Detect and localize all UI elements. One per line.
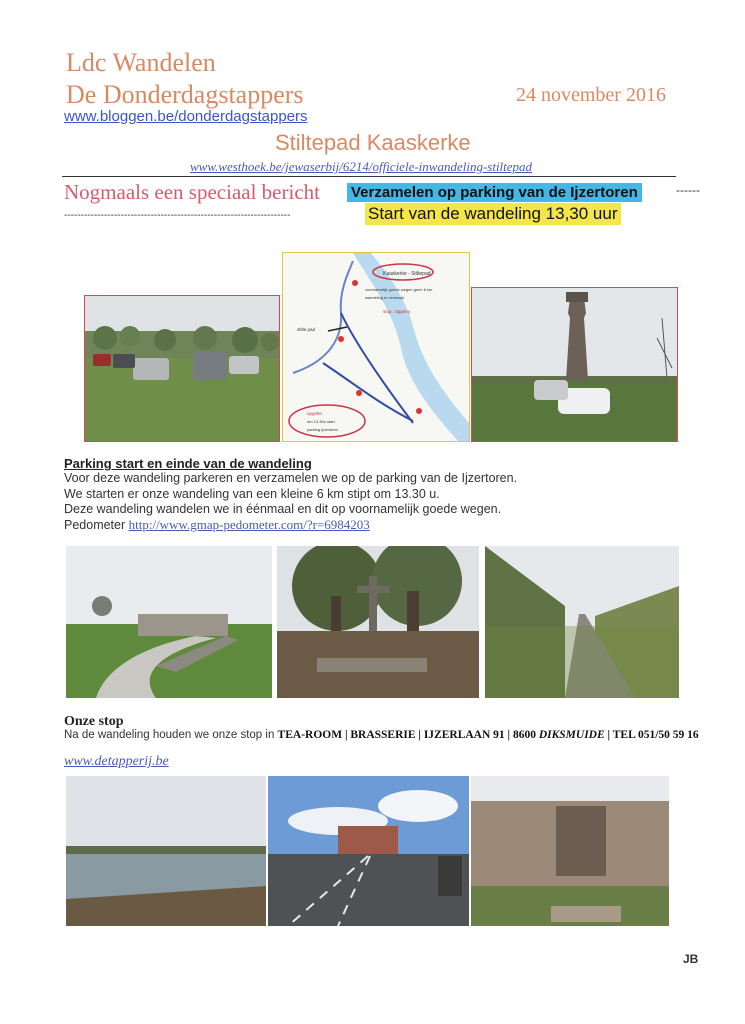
stop-heading: Onze stop — [64, 714, 124, 729]
start-highlight: Start van de wandeling 13,30 uur — [365, 203, 621, 225]
stop-venue: TEA-ROOM | BRASSERIE | IJZERLAAN 91 | 8600 — [277, 729, 539, 741]
walk-date: 24 november 2016 — [516, 84, 666, 106]
walk-name: Stiltepad Kaaskerke — [275, 130, 471, 155]
pedometer-link[interactable]: http://www.gmap-pedometer.com/?r=6984203 — [128, 517, 370, 532]
dash-line-right: ------ — [676, 183, 700, 197]
dash-line-left: -------------------------------------------------------------------- — [64, 210, 291, 221]
parking-heading: Parking start en einde van de wandeling — [64, 456, 312, 471]
tapperij-link[interactable]: www.detapperij.be — [64, 754, 169, 769]
stop-intro: Na de wandeling houden we onze stop in — [64, 729, 278, 741]
road-photo — [268, 776, 469, 926]
map-stiltepad-label: stilte pad — [297, 327, 316, 332]
parking-photo — [84, 295, 280, 442]
blog-link[interactable]: www.bloggen.be/donderdagstappers — [64, 108, 308, 125]
parking-line-1: Voor deze wandeling parkeren en verzamelen we op de parking van de Ijzertoren. — [64, 471, 518, 485]
map-parking-2: om 13.30u start — [307, 419, 335, 424]
map-note-2: wandeling in eenmaal — [365, 295, 404, 300]
ruins-path-photo — [66, 546, 272, 698]
map-stop-label: stop : tappery — [383, 309, 411, 314]
pedometer-label: Pedometer — [64, 518, 129, 532]
parking-line-3: Deze wandeling wandelen we in éénmaal en dit op voornamelijk goede wegen. — [64, 502, 502, 516]
route-map — [282, 252, 470, 442]
map-parking-1: opgelet — [307, 411, 322, 416]
author-initials: JB — [683, 952, 699, 966]
pedometer-line — [64, 517, 370, 533]
club-title: Ldc Wandelen — [66, 48, 216, 77]
ijzertoren-photo — [471, 287, 678, 442]
group-title: De Donderdagstappers — [66, 80, 304, 109]
special-notice: Nogmaals een speciaal bericht — [64, 180, 320, 204]
bunker-photo — [471, 776, 669, 926]
stop-details — [64, 729, 699, 741]
stop-tel: | TEL 051/50 59 16 — [604, 729, 699, 741]
stop-city: DIKSMUIDE — [538, 729, 605, 741]
parking-line-2: We starten er onze wandeling van een kleine 6 km stipt om 13.30 u. — [64, 487, 440, 501]
gather-highlight: Verzamelen op parking van de Ijzertoren — [347, 183, 642, 202]
gravel-path-photo — [485, 546, 679, 698]
map-label-title: Kaaskerke - Stiltepad — [383, 271, 431, 277]
header-divider — [62, 176, 676, 177]
tree-bench-photo — [277, 546, 479, 698]
map-parking-3: parking Ijzertoren — [307, 427, 338, 432]
map-note-1: voornamelijk goede wegen geen 6 km — [365, 287, 433, 292]
walk-link[interactable]: www.westhoek.be/jewaserbij/6214/officiele-inwandeling-stiltepad — [190, 159, 533, 174]
river-photo — [66, 776, 266, 926]
